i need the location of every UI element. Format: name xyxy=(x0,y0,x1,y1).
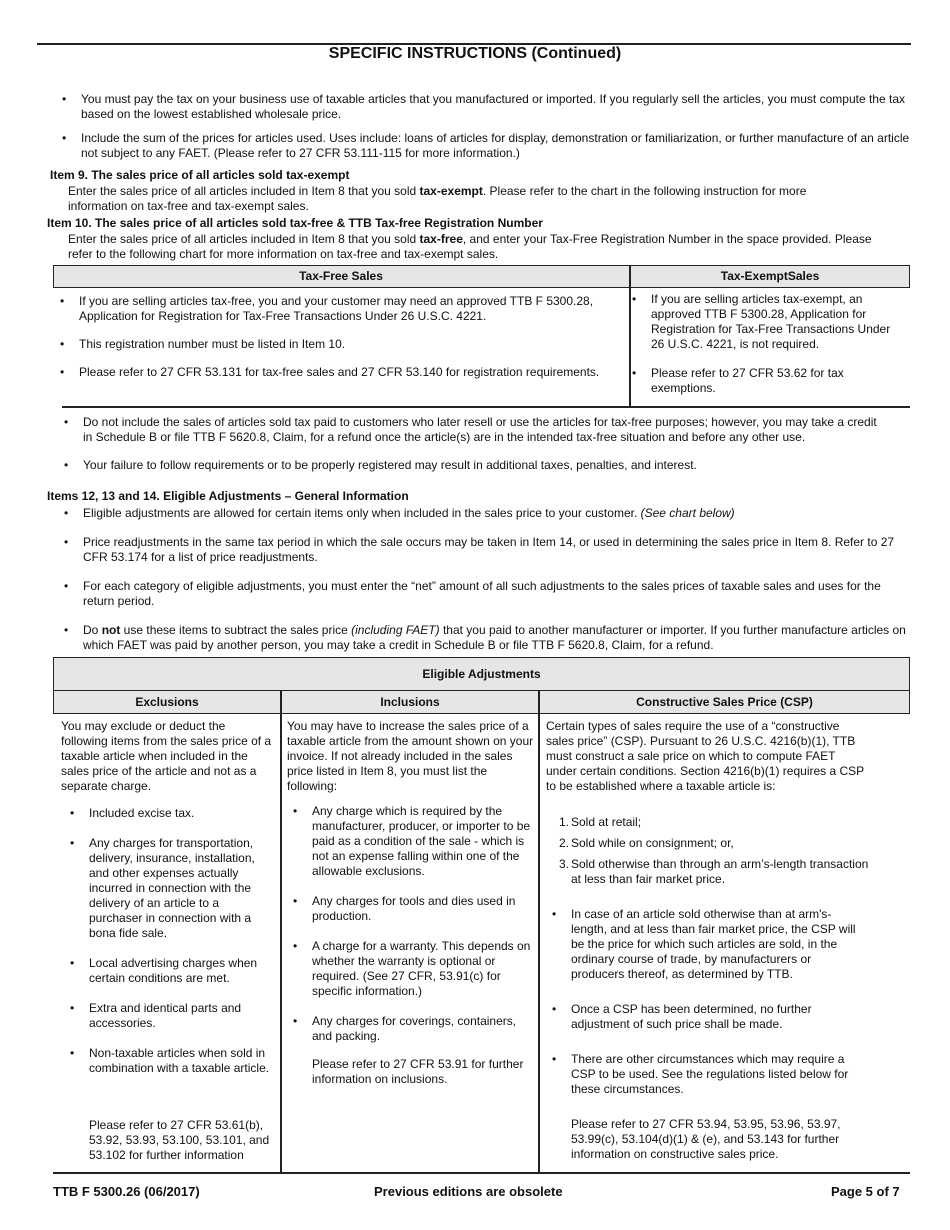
list-item: • Any charge which is required by the manufacturer, producer, or importer to be paid as a condition of the sale - which is not an expense falling within one of the allowable exclusions. xyxy=(312,804,534,879)
csp-bullet-list xyxy=(571,907,866,1097)
items12-b4-italic: (including FAET) xyxy=(351,623,440,637)
items12-b4-c: that you paid to another manufacturer or importer. If you further manufacture articles on which FAET was paid by another person, you may take a credit in Schedule B or file TTB F 5620.8, Claim, for a refund. xyxy=(83,623,906,652)
list-number: 3. xyxy=(559,857,570,871)
csp-numbered-list xyxy=(559,815,871,893)
list-item: • Your failure to follow requirements or to be properly registered may result in additional taxes, penalties, and interest. xyxy=(83,458,883,473)
item9-text-a: Enter the sales price of all articles included in Item 8 that you sold xyxy=(68,184,420,198)
exclusions-list xyxy=(89,806,275,1076)
csp-header: Constructive Sales Price (CSP) xyxy=(636,695,813,709)
list-text: Sold while on consignment; or, xyxy=(571,836,734,850)
list-item: • Please refer to 27 CFR 53.62 for tax exemptions. xyxy=(651,366,906,396)
list-item: • This registration number must be listed in Item 10. xyxy=(79,337,624,352)
exclusions-note: Please refer to 27 CFR 53.61(b), 53.92, 53.93, 53.100, 53.101, and 53.102 for further information xyxy=(89,1118,270,1162)
inclusions-note: Please refer to 27 CFR 53.91 for further information on inclusions. xyxy=(312,1057,524,1086)
list-text: Sold otherwise than through an arm’s-length transaction at less than fair market price. xyxy=(571,857,869,886)
item10-text-a: Enter the sales price of all articles included in Item 8 that you sold xyxy=(68,232,420,246)
item9-text xyxy=(68,184,868,214)
list-item xyxy=(559,857,871,887)
item10-heading: Item 10. The sales price of all articles sold tax-free & TTB Tax-free Registration Number xyxy=(47,216,543,230)
list-number: 1. xyxy=(559,815,570,829)
list-number: 2. xyxy=(559,836,570,850)
list-item: • You must pay the tax on your business use of taxable articles that you manufactured or imported. If you regularly sell the articles, you must compute the tax based on the lowest established wholesale price. xyxy=(81,92,913,122)
mid-bullet-list xyxy=(83,415,883,473)
list-item: • Extra and identical parts and accessories. xyxy=(89,1001,275,1031)
list-item: • In case of an article sold otherwise than at arm's-length, and at less than fair market price, the CSP will be the price for which such articles are sold, in the ordinary course of trade, by manufacturers or producers thereof, as determined by TTB. xyxy=(571,907,866,982)
footer-form-number: TTB F 5300.26 (06/2017) xyxy=(53,1184,200,1199)
adjustments-header-rule xyxy=(53,690,910,691)
csp-note: Please refer to 27 CFR 53.94, 53.95, 53.96, 53.97, 53.99(c), 53.104(d)(1) & (e), and 53.143 for further information on constructive sales price. xyxy=(571,1117,841,1161)
adjustments-bottom-rule xyxy=(53,1172,910,1174)
exclusions-header: Exclusions xyxy=(135,695,199,709)
list-item: • If you are selling articles tax-exempt, an approved TTB F 5300.28, Application for Registration for Tax-Free Transactions Under 26 U.S.C. 4221, is not required. xyxy=(651,292,906,352)
list-item: • Include the sum of the prices for articles used. Uses include: loans of articles for display, demonstration or familiarization, or further manufacture of an article not subject to any FAET. (Please refer to 27 CFR 53.111-115 for more information.) xyxy=(81,131,913,161)
list-item: • Please refer to 27 CFR 53.131 for tax-free sales and 27 CFR 53.140 for registration requirements. xyxy=(79,365,624,380)
list-item xyxy=(83,623,909,653)
exclusions-intro: You may exclude or deduct the following items from the sales price of a taxable article when included in the sales price of the article and not as a separate charge. xyxy=(61,719,272,793)
adjustments-title: Eligible Adjustments xyxy=(422,667,541,681)
items12-b4-a: Do xyxy=(83,623,102,637)
item9-heading: Item 9. The sales price of all articles sold tax-exempt xyxy=(50,168,350,182)
taxfree-header: Tax-Free Sales xyxy=(299,269,383,283)
page-title: SPECIFIC INSTRUCTIONS (Continued) xyxy=(328,45,622,62)
list-item: • Included excise tax. xyxy=(89,806,275,821)
list-item xyxy=(83,506,909,521)
items12-heading: Items 12, 13 and 14. Eligible Adjustments – General Information xyxy=(47,489,409,503)
taxexempt-list xyxy=(651,292,906,396)
list-item: • Once a CSP has been determined, no further adjustment of such price shall be made. xyxy=(571,1002,866,1032)
list-item: • A charge for a warranty. This depends on whether the warranty is optional or required. (See 27 CFR, 53.91(c) for specific information.) xyxy=(312,939,534,999)
adjustments-col-divider-2 xyxy=(538,690,540,1174)
footer-notice: Previous editions are obsolete xyxy=(374,1184,563,1199)
taxfree-table-bottom xyxy=(62,406,910,408)
taxfree-list xyxy=(79,294,624,380)
list-item: • Any charges for transportation, delivery, insurance, installation, and other expenses actually incurred in connection with the delivery of an article to a purchaser in connection with a bona fide sale. xyxy=(89,836,275,941)
footer-page-number: Page 5 of 7 xyxy=(831,1184,900,1199)
list-text: Sold at retail; xyxy=(571,815,642,829)
inclusions-list xyxy=(312,804,534,1044)
list-item: • Non-taxable articles when sold in combination with a taxable article. xyxy=(89,1046,275,1076)
list-item: • There are other circumstances which may require a CSP to be used. See the regulations listed below for these circumstances. xyxy=(571,1052,866,1097)
adjustments-col-divider-1 xyxy=(280,690,282,1174)
list-item: • Any charges for coverings, containers, and packing. xyxy=(312,1014,534,1044)
list-item xyxy=(559,836,871,851)
inclusions-header: Inclusions xyxy=(380,695,440,709)
item9-text-b: . Please refer to the chart in the following instruction for more information on tax-free and tax-exempt sales. xyxy=(68,184,807,213)
item10-text-bold: tax-free xyxy=(419,232,463,246)
list-item: • Local advertising charges when certain conditions are met. xyxy=(89,956,275,986)
items12-b1-italic: (See chart below) xyxy=(640,506,735,520)
csp-intro: Certain types of sales require the use of a “constructive sales price” (CSP). Pursuant to 26 U.S.C. 4216(b)(1), TTB must construct a sale price on which to compute FAET under certain conditions. Section 4216(b)(1) requires a CSP to be established where a taxable article is: xyxy=(546,719,864,793)
top-bullet-list xyxy=(81,92,913,161)
list-item: • For each category of eligible adjustments, you must enter the “net” amount of all such adjustments to the sales prices of taxable sales and uses for the return period. xyxy=(83,579,909,609)
items12-b1-text: Eligible adjustments are allowed for certain items only when included in the sales price to your customer. xyxy=(83,506,641,520)
taxfree-col-divider xyxy=(629,265,631,408)
items12-b4-bold: not xyxy=(101,623,121,637)
items12-b4-b: use these items to subtract the sales price xyxy=(120,623,352,637)
list-item: • Price readjustments in the same tax period in which the sale occurs may be taken in Item 14, or used in determining the sales price in Item 8. Refer to 27 CFR 53.174 for a list of price readjustments. xyxy=(83,535,909,565)
item9-text-bold: tax-exempt xyxy=(419,184,483,198)
list-item: • Do not include the sales of articles sold tax paid to customers who later resell or use the articles for tax-free purposes; however, you may take a credit in Schedule B or file TTB F 5620.8, Claim, for a refund once the article(s) are in the intended tax-free situation and before any other use. xyxy=(83,415,883,445)
inclusions-intro: You may have to increase the sales price of a taxable article from the amount shown on your invoice. If not already included in the sales price listed in Item 8, you must list the following: xyxy=(287,719,534,793)
list-item: • If you are selling articles tax-free, you and your customer may need an approved TTB F 5300.28, Application for Registration for Tax-Free Transactions Under 26 U.S.C. 4221. xyxy=(79,294,624,324)
list-item: • Any charges for tools and dies used in production. xyxy=(312,894,534,924)
taxexempt-header: Tax-ExemptSales xyxy=(720,269,820,283)
item10-text xyxy=(68,232,898,262)
list-item xyxy=(559,815,871,830)
item10-text-b: , and enter your Tax-Free Registration Number in the space provided. Please refer to the following chart for more information on tax-free and tax-exempt sales. xyxy=(68,232,872,261)
items12-bullet-list xyxy=(83,506,909,653)
